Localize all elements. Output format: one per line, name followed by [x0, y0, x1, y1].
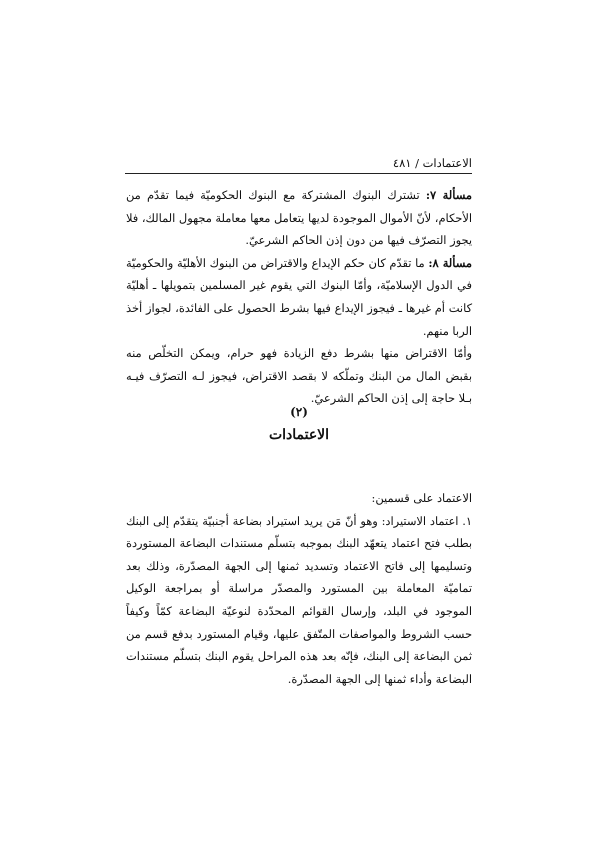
issue-8-label: مسألة ٨:	[428, 255, 472, 270]
header-rule	[125, 173, 472, 174]
issue-8-paragraph	[126, 252, 472, 342]
issue-7-paragraph	[126, 184, 472, 252]
intro-line: الاعتماد على قسمين:	[371, 491, 472, 505]
item-1-paragraph: ١. اعتماد الاستيراد: وهو أنّ مَن يريد استيراد بضاعة أجنبيّة يتقدّم إلى البنك بطلب فتح اعتماد يتعهّد البنك بموجبه بتسلّم مستندات البضاعة المستوردة وتسليمها إلى فاتح الاعتماد وتسديد ثمنها إلى الجهة المصدّرة، وذلك بعد تماميّة المعاملة بين المستورد والمصدّر مراسلة أو بمراجعة الوكيل الموجود في البلد، وإرسال القوائم المحدّدة لنوعيّة البضاعة كمّاً وكيفاً حسب الشروط والمواصفات المتّفق عليها، وقيام المستورد بدفع قسم من ثمن البضاعة إلى البنك، فإنّه بعد هذه المراحل يقوم البنك بتسلّم مستندات البضاعة وأداء ثمنها إلى الجهة المصدّرة.	[126, 513, 472, 686]
issue-7-text: تشترك البنوك المشتركة مع البنوك الحكوميّة فيما تقدّم من الأحكام، لأنّ الأموال الموجودة لديها يتعامل معها معاملة مجهول المالك، فلا يجوز التصرّف فيها من دون إذن الحاكم الشرعيّ.	[126, 188, 472, 248]
section-title: الاعتمادات	[268, 427, 330, 443]
body-text-upper	[126, 184, 472, 410]
body-text-lower	[126, 487, 472, 690]
issue-7-label: مسألة ٧:	[425, 188, 472, 202]
issue-8-continuation: وأمّا الاقتراض منها بشرط دفع الزيادة فهو حرام، ويمكن التخلّص منه بقبض المال من البنك وتملّكه لا بقصد الاقتراض، فيجوز لـه التصرّف فيـه بـلا حاجة إلى إذن الحاكم الشرعيّ.	[126, 346, 472, 406]
section-number: (٢)	[290, 405, 308, 419]
running-head: الاعتمادات / ٤٨١	[392, 156, 472, 170]
issue-8-text: ما تقدّم كان حكم الإيداع والاقتراض من البنوك الأهليّة والحكوميّة في الدول الإسلاميّة، وأمّا البنوك التي يقوم غير المسلمين بتمويلها ـ أهليّة كانت أم غيرها ـ فيجوز الإيداع فيها بشرط الحصول على الفائدة، لجواز أخذ الربا منهم.	[126, 255, 472, 338]
